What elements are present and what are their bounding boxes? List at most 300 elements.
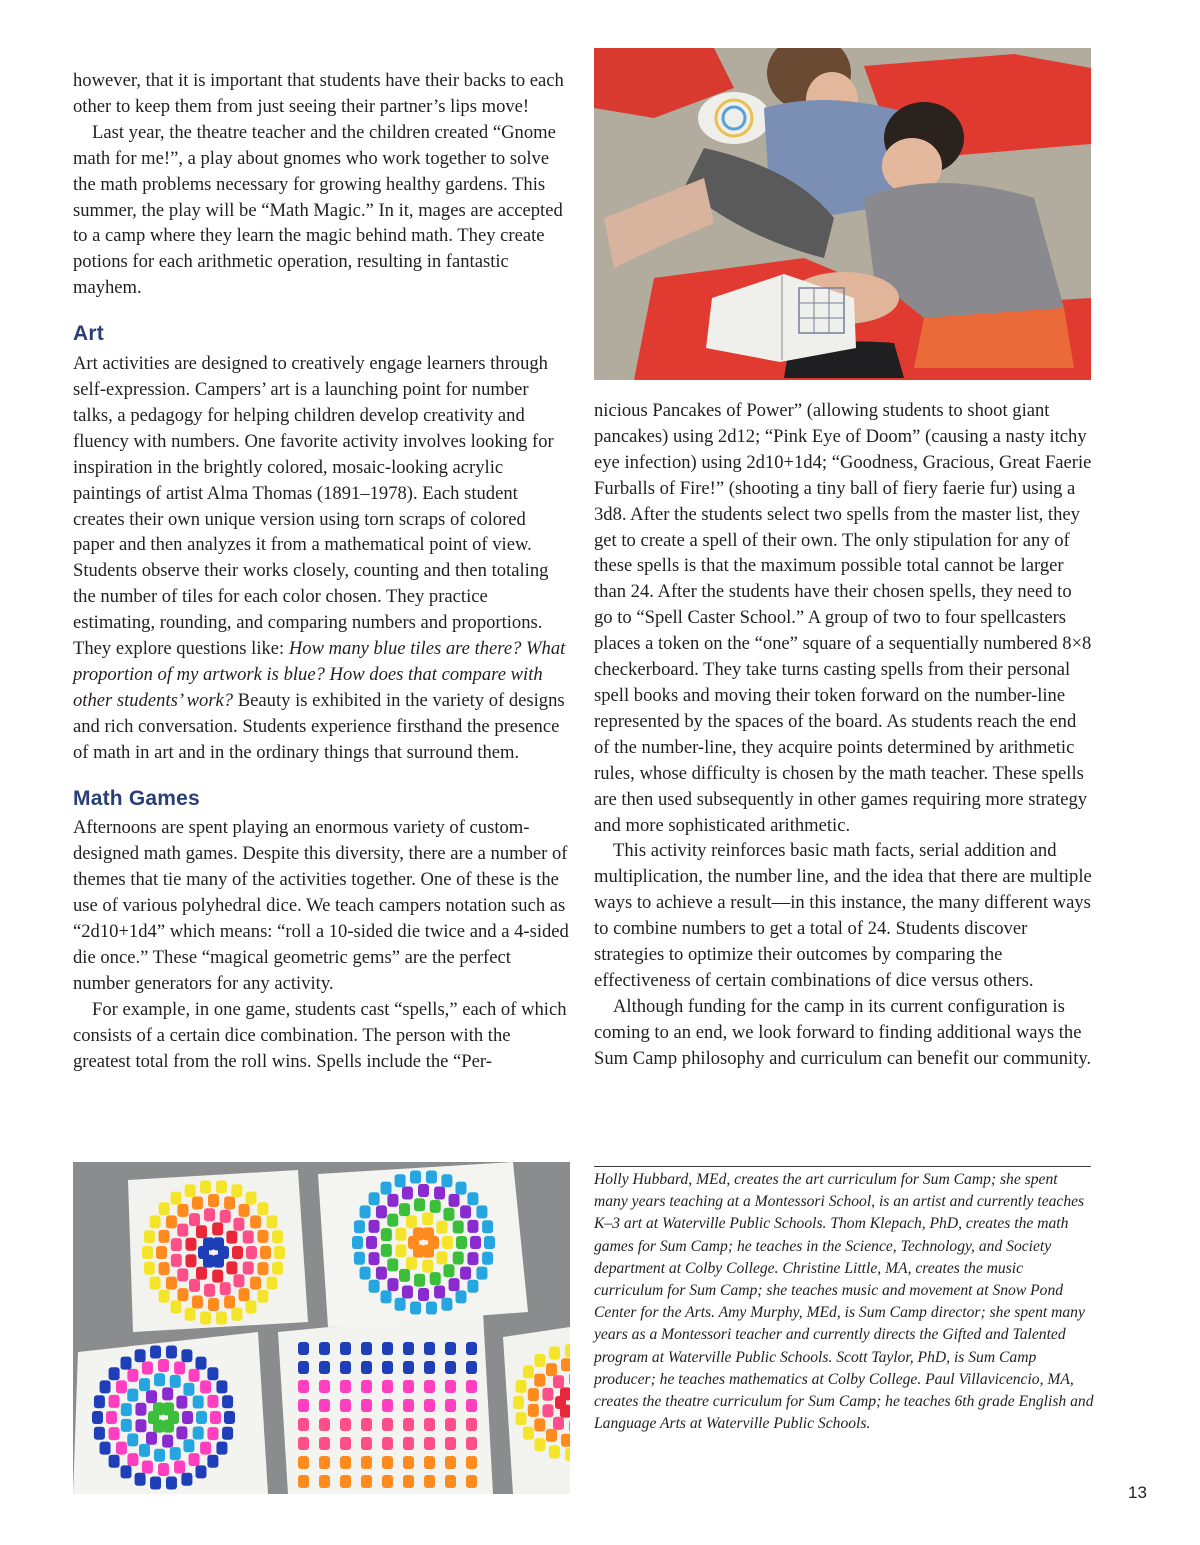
mosaic-tile <box>189 1213 200 1226</box>
mosaic-tile <box>546 1429 557 1442</box>
paragraph-funding: Although funding for the camp in its current configuration is coming to an end, we look forward to finding additional ways the Sum Camp philosophy and curriculum can benefit our community. <box>594 995 1092 1069</box>
mosaic-tile <box>142 1246 153 1259</box>
mosaic-tile <box>142 1362 153 1375</box>
art-text-end: Beauty is exhibited in the variety of designs and rich conversation. Students experience firsthand the presence of math in art and in the ordinary things that surround them. <box>73 689 565 763</box>
mosaic-tile <box>208 1194 219 1207</box>
mosaic-tile <box>445 1456 456 1469</box>
paragraph-spells: nicious Pancakes of Power” (allowing students to shoot giant pancakes) using 2d12; “Pink Eye of Doom” (causing a nasty itchy eye infection) using 2d10+1d4; “Goodness, Gracious, Great Faerie Furballs of Fire!” (shooting a tiny ball of fiery faerie fur) using a 3d8. After the students select two spells from the master list, they get to create a spell of their own. The only stipulation for any of these spells is that the maximum possible total cannot be larger than 24. After the students have their chosen spells, they need to go to “Spell Caster School.” A group of two to four spellcasters places a token on the “one” square of a sequentially numbered 8×8 checkerboard. They take turns casting spells from their personal spell books and moving their token forward on the number-line represented by the spaces of the board. As students reach the end of the number-line, they acquire points determined by arithmetic rules, whose difficulty is chosen by the math teacher. These spells are then used subsequently in other games requiring more strategy and more sophisticated arithmetic. <box>594 400 1092 836</box>
mosaic-tile <box>116 1442 127 1455</box>
mosaic-tile <box>553 1417 564 1430</box>
mosaic-tile <box>159 1262 170 1275</box>
mosaic-tile <box>430 1272 441 1285</box>
mosaic-tile <box>418 1184 429 1197</box>
mosaic-tile <box>402 1285 413 1298</box>
mosaic-tile <box>445 1361 456 1374</box>
mosaic-tile <box>484 1236 495 1249</box>
mosaic-tile <box>109 1395 120 1408</box>
mosaic-tile <box>361 1475 372 1488</box>
mosaic-tile <box>144 1262 155 1275</box>
mosaic-tile <box>100 1442 111 1455</box>
mosaic-tile <box>150 1277 161 1290</box>
mosaic-tile <box>208 1298 219 1311</box>
mosaic-tile <box>174 1460 185 1473</box>
mosaic-tile <box>176 1396 187 1409</box>
mosaic-tile <box>192 1295 203 1308</box>
mosaic-tile <box>455 1182 466 1195</box>
mosaic-tile <box>200 1312 211 1325</box>
photo-mosaic-artworks <box>73 1162 570 1494</box>
mosaic-tile <box>382 1456 393 1469</box>
mosaic-tile <box>402 1187 413 1200</box>
mosaic-tile <box>109 1427 120 1440</box>
mosaic-tile <box>442 1236 453 1249</box>
mosaic-tile <box>387 1258 398 1271</box>
mosaic-tile <box>516 1412 527 1425</box>
mosaic-tile <box>109 1367 120 1380</box>
mosaic-tile <box>163 1402 174 1415</box>
mosaic-tile <box>220 1282 231 1295</box>
mosaic-tile <box>224 1197 235 1210</box>
mosaic-tile <box>403 1456 414 1469</box>
mosaic-tile <box>523 1427 534 1440</box>
mosaic-tile <box>100 1380 111 1393</box>
mosaic-tile <box>340 1380 351 1393</box>
mosaic-tile <box>441 1298 452 1311</box>
mosaic-tile <box>192 1197 203 1210</box>
mosaic-tile <box>445 1342 456 1355</box>
mosaic-tile <box>243 1231 254 1244</box>
mosaic-tile <box>381 1290 392 1303</box>
mosaic-tile <box>476 1205 487 1218</box>
mosaic-tile <box>441 1174 452 1187</box>
mosaic-tile <box>466 1437 477 1450</box>
mosaic-tile <box>142 1460 153 1473</box>
mosaic-tile <box>185 1238 196 1251</box>
mosaic-tile <box>220 1210 231 1223</box>
paragraph-theatre: Last year, the theatre teacher and the children created “Gnome math for me!”, a play about gnomes who work together to solve the math problems necessary for growing healthy gardens. This summer, the play will be “Math Magic.” In it, mages are accepted to a camp where they learn the magic behind math. They create potions for each arithmetic operation, resulting in fantastic mayhem. <box>73 121 563 299</box>
mosaic-tile <box>239 1288 250 1301</box>
mosaic-tile <box>207 1395 218 1408</box>
mosaic-tile <box>406 1215 417 1228</box>
paragraph-reinforce: This activity reinforces basic math facts, serial addition and multiplication, the number line, and the idea that there are multiple ways to achieve a result—in this instance, the many different ways to combine numbers to get a total of 24. Students discover strategies to optimize their outcomes by comparing the effectiveness of certain combinations of dice versus others. <box>594 840 1092 991</box>
mosaic-tile <box>361 1361 372 1374</box>
mosaic-tile <box>466 1456 477 1469</box>
mosaic-tile <box>200 1380 211 1393</box>
mosaic-tile <box>460 1205 471 1218</box>
mosaic-tile <box>272 1262 283 1275</box>
paragraph-art <box>73 351 571 766</box>
mosaic-tile <box>319 1437 330 1450</box>
mosaic-tile <box>272 1230 283 1243</box>
mosaic-tile <box>467 1220 478 1233</box>
art-questions: How many blue tiles are there? What proportion of my artwork is blue? How does that compare with other students’ work? <box>73 638 566 711</box>
mosaic-tile <box>445 1380 456 1393</box>
mosaic-tile <box>127 1453 138 1466</box>
mosaic-tile <box>135 1419 146 1432</box>
mosaic-tile <box>382 1437 393 1450</box>
mosaic-tile <box>135 1403 146 1416</box>
mosaic-tile <box>193 1426 204 1439</box>
mosaic-tile <box>195 1357 206 1370</box>
mosaic-tile <box>121 1403 132 1416</box>
mosaic-tile <box>354 1252 365 1265</box>
mosaic-tile <box>146 1390 157 1403</box>
mosaic-tile <box>360 1205 371 1218</box>
mosaic-tile <box>549 1347 560 1360</box>
mosaic-tile <box>434 1285 445 1298</box>
mosaic-tile <box>376 1267 387 1280</box>
mosaic-tile <box>177 1288 188 1301</box>
math-games-heading: Math Games <box>73 786 200 810</box>
mosaic-tile <box>382 1418 393 1431</box>
mosaic-tile <box>403 1399 414 1412</box>
mosaic-tile <box>424 1399 435 1412</box>
mosaic-tile <box>232 1246 243 1259</box>
mosaic-tile <box>257 1202 268 1215</box>
mosaic-tile <box>127 1389 138 1402</box>
mosaic-tile <box>181 1473 192 1486</box>
mosaic-tile <box>424 1342 435 1355</box>
mosaic-tile <box>382 1361 393 1374</box>
mosaic-tile <box>109 1455 120 1468</box>
paragraph-continued: however, that it is important that students have their backs to each other to keep them from just seeing their partner’s lips move! <box>73 70 564 117</box>
mosaic-tile <box>366 1236 377 1249</box>
mosaic-tile <box>434 1187 445 1200</box>
mosaic-tile <box>382 1475 393 1488</box>
mosaic-tile <box>159 1230 170 1243</box>
mosaic-tile <box>224 1295 235 1308</box>
mosaic-tile <box>266 1215 277 1228</box>
mosaic-tile <box>231 1308 242 1321</box>
mosaic-tile <box>560 1387 570 1400</box>
mosaic-tile <box>528 1404 539 1417</box>
mosaic-tile <box>422 1260 433 1273</box>
art-text-start: Art activities are designed to creatively engage learners through self-expression. Campers’ art is a launching point for number talks, a pedagogy for helping children develop creativity and fluency with numbers. One favorite activity involves looking for inspiration in the brightly colored, mosaic-looking acrylic paintings of artist Alma Thomas (1891–1978). Each student creates their own unique version using torn scraps of colored paper and then analyzes it from a mathematical point of view. Students observe their works closely, counting and then totaling the number of tiles for each color chosen. They practice estimating, rounding, and comparing numbers and proportions. They explore questions like: <box>73 353 554 660</box>
mosaic-tile <box>231 1184 242 1197</box>
mosaic-tile <box>414 1274 425 1287</box>
mosaic-tile <box>470 1236 481 1249</box>
mosaic-tile <box>406 1257 417 1270</box>
mosaic-tile <box>159 1202 170 1215</box>
mosaic-tile <box>403 1342 414 1355</box>
mosaic-tile <box>418 1288 429 1301</box>
mosaic-tile <box>387 1214 398 1227</box>
mosaic-tile <box>376 1205 387 1218</box>
mosaic-tile <box>445 1399 456 1412</box>
mosaic-tile <box>158 1463 169 1476</box>
mosaic-tile <box>216 1442 227 1455</box>
mosaic-tile <box>156 1246 167 1259</box>
mosaic-tile <box>94 1395 105 1408</box>
mosaic-tile <box>250 1277 261 1290</box>
mosaic-tile <box>163 1420 174 1433</box>
mosaic-tile <box>135 1473 146 1486</box>
author-bios: Holly Hubbard, MEd, creates the art curriculum for Sum Camp; she spent many years teaching at a Montessori School, is an artist and currently teaches K–3 art at Waterville Public Schools. Thom Klepach, PhD, creates the math games for Sum Camp; he teaches in the Science, Technology, and Society department at Colby College. Christine Little, MA, creates the music curriculum for Sum Camp; she teaches music and movement at Snow Pond Center for the Arts. Amy Murphy, MEd, is Sum Camp director; she spent many years as a Montessori teacher and currently directs the Gifted and Talented program at Waterville Public Schools. Scott Taylor, PhD, is Sum Camp producer; he teaches mathematics at Colby College. Paul Villavicencio, MA, creates the theatre curriculum for Sum Camp; he teaches 6th grade English and Language Arts at Waterville Public Schools. <box>594 1171 1094 1433</box>
mosaic-tile <box>216 1180 227 1193</box>
mosaic-tile <box>319 1456 330 1469</box>
mosaic-tile <box>340 1456 351 1469</box>
mosaic-tile <box>542 1388 553 1401</box>
mosaic-tile <box>523 1365 534 1378</box>
bio-divider <box>594 1166 1091 1167</box>
mosaic-tile <box>382 1399 393 1412</box>
mosaic-tile <box>561 1358 570 1371</box>
mosaic-tile <box>150 1345 161 1358</box>
mosaic-tile <box>176 1426 187 1439</box>
mosaic-tile <box>154 1449 165 1462</box>
mosaic-tile <box>403 1380 414 1393</box>
mosaic-tile <box>354 1220 365 1233</box>
mosaic-tile <box>153 1402 164 1415</box>
mosaic-tile <box>216 1312 227 1325</box>
mosaic-tile <box>171 1238 182 1251</box>
mosaic-tile <box>170 1375 181 1388</box>
mosaic-tile <box>207 1427 218 1440</box>
mosaic-tile <box>319 1418 330 1431</box>
mosaic-tile <box>426 1302 437 1315</box>
mosaic-tile <box>212 1222 223 1235</box>
right-column <box>594 398 1092 1072</box>
mosaic-tile <box>196 1267 207 1280</box>
mosaic-tile <box>340 1418 351 1431</box>
mosaic-tile <box>528 1388 539 1401</box>
mosaic-tile <box>561 1434 570 1447</box>
mosaic-tile <box>436 1251 447 1264</box>
mosaic-tile <box>319 1361 330 1374</box>
mosaic-tile <box>424 1437 435 1450</box>
photo-students-playing-game <box>594 48 1091 380</box>
mosaic-tile <box>403 1437 414 1450</box>
mosaic-tile <box>154 1373 165 1386</box>
art-heading: Art <box>73 322 104 346</box>
mosaic-tile <box>210 1411 221 1424</box>
mosaic-tile <box>387 1278 398 1291</box>
mosaic-tile <box>222 1427 233 1440</box>
mosaic-tile <box>553 1375 564 1388</box>
mosaic-tile <box>361 1456 372 1469</box>
mosaic-tile <box>403 1361 414 1374</box>
mosaic-tile <box>424 1361 435 1374</box>
page-number: 13 <box>1128 1483 1147 1502</box>
mosaic-tile <box>395 1228 406 1241</box>
mosaic-tile <box>340 1437 351 1450</box>
mosaic-tile <box>170 1447 181 1460</box>
mosaic-tile <box>121 1465 132 1478</box>
mosaic-tile <box>565 1344 570 1357</box>
mosaic-tile <box>369 1280 380 1293</box>
mosaic-tile <box>443 1264 454 1277</box>
mosaic-tile <box>482 1220 493 1233</box>
mosaic-tile <box>467 1252 478 1265</box>
mosaic-tile <box>361 1437 372 1450</box>
mosaic-tile <box>203 1237 214 1250</box>
mosaic-tile <box>150 1477 161 1490</box>
mosaic-tile <box>298 1361 309 1374</box>
mosaic-tile <box>177 1224 188 1237</box>
mosaic-tile <box>121 1357 132 1370</box>
mosaic-tile <box>352 1236 363 1249</box>
mosaic-tile <box>298 1437 309 1450</box>
mosaic-tile <box>449 1194 460 1207</box>
mosaic-tile <box>298 1399 309 1412</box>
mosaic-tile <box>162 1387 173 1400</box>
mosaic-tile <box>513 1396 524 1409</box>
mosaic-tile <box>369 1252 380 1265</box>
mosaic-tile <box>445 1475 456 1488</box>
mosaic-tile <box>395 1174 406 1187</box>
mosaic-tile <box>410 1170 421 1183</box>
mosaic-tile <box>361 1399 372 1412</box>
mosaic-tile <box>403 1475 414 1488</box>
mosaic-tile <box>410 1302 421 1315</box>
mosaic-tile <box>298 1475 309 1488</box>
mosaic-tile <box>534 1354 545 1367</box>
mosaic-tile <box>369 1192 380 1205</box>
mosaic-tile <box>424 1475 435 1488</box>
mosaic-tile <box>166 1277 177 1290</box>
mosaic-tile <box>185 1308 196 1321</box>
mosaic-tile <box>189 1279 200 1292</box>
mosaic-tile <box>382 1380 393 1393</box>
mosaic-tile <box>453 1251 464 1264</box>
mosaic-tile <box>185 1254 196 1267</box>
mosaic-tile <box>436 1221 447 1234</box>
mosaic-tile <box>257 1290 268 1303</box>
mosaic-tile <box>127 1369 138 1382</box>
mosaic-tile <box>340 1399 351 1412</box>
mosaic-tile <box>196 1225 207 1238</box>
paragraph-games-1: Afternoons are spent playing an enormous variety of custom-designed math games. Despite this diversity, there are a number of themes that tie many of the activities together. One of these is the use of various polyhedral dice. We teach campers notation such as “2d10+1d4” which means: “roll a 10-sided die twice and a 4-sided die once.” These “magical geometric gems” are the perfect number generators for any activity. <box>73 817 569 994</box>
mosaic-tile <box>216 1380 227 1393</box>
mosaic-tile <box>243 1261 254 1274</box>
mosaic-tile <box>453 1221 464 1234</box>
mosaic-tile <box>207 1367 218 1380</box>
mosaic-tile <box>204 1208 215 1221</box>
mosaic-tile <box>162 1435 173 1448</box>
mosaic-tile <box>135 1349 146 1362</box>
mosaic-tile <box>166 1477 177 1490</box>
mosaic-tile <box>171 1300 182 1313</box>
mosaic-tile <box>423 1227 434 1240</box>
mosaic-tile <box>127 1433 138 1446</box>
mosaic-tile <box>361 1380 372 1393</box>
mosaic-tile <box>257 1262 268 1275</box>
mosaic-tile <box>94 1427 105 1440</box>
mosaic-tile <box>226 1261 237 1274</box>
mosaic-tile <box>239 1204 250 1217</box>
paragraph-games-2: For example, in one game, students cast “spells,” each of which consists of a certain dice combination. The person with the greatest total from the roll wins. Spells include the “Per- <box>73 998 567 1072</box>
mosaic-tile <box>189 1369 200 1382</box>
mosaic-tile <box>260 1246 271 1259</box>
mosaic-tile <box>212 1270 223 1283</box>
photo-students-illustration <box>594 48 1091 380</box>
mosaic-tile <box>382 1342 393 1355</box>
mosaic-tile <box>424 1456 435 1469</box>
mosaic-tile <box>257 1230 268 1243</box>
mosaic-tile <box>340 1475 351 1488</box>
mosaic-tile <box>139 1444 150 1457</box>
mosaic-tile <box>166 1345 177 1358</box>
mosaic-tile <box>319 1380 330 1393</box>
mosaic-tile <box>455 1290 466 1303</box>
mosaic-tile <box>340 1342 351 1355</box>
mosaic-tile <box>456 1236 467 1249</box>
mosaic-tile <box>466 1342 477 1355</box>
mosaic-tile <box>213 1255 224 1268</box>
mosaic-tile <box>399 1269 410 1282</box>
mosaic-tile <box>443 1208 454 1221</box>
mosaic-tile <box>546 1363 557 1376</box>
mosaic-tile <box>106 1411 117 1424</box>
mosaic-tile <box>466 1418 477 1431</box>
mosaic-tile <box>426 1170 437 1183</box>
mosaic-tile <box>92 1411 103 1424</box>
mosaic-tile <box>482 1252 493 1265</box>
mosaic-tile <box>266 1277 277 1290</box>
mosaic-tile <box>414 1198 425 1211</box>
mosaic-tile <box>174 1362 185 1375</box>
mosaic-tile <box>177 1204 188 1217</box>
mosaic-tile <box>181 1349 192 1362</box>
mosaic-tile <box>195 1465 206 1478</box>
mosaic-tile <box>298 1456 309 1469</box>
mosaic-tile <box>340 1361 351 1374</box>
mosaic-tile <box>171 1192 182 1205</box>
photo-mosaic-illustration <box>73 1162 570 1494</box>
mosaic-tile <box>189 1453 200 1466</box>
mosaic-tile <box>158 1359 169 1372</box>
mosaic-tile <box>467 1192 478 1205</box>
mosaic-tile <box>183 1439 194 1452</box>
left-column <box>73 68 571 1075</box>
mosaic-tile <box>534 1374 545 1387</box>
mosaic-tile <box>200 1442 211 1455</box>
mosaic-tile <box>150 1215 161 1228</box>
mosaic-tile <box>146 1432 157 1445</box>
mosaic-tile <box>466 1380 477 1393</box>
mosaic-tile <box>245 1192 256 1205</box>
mosaic-tile <box>144 1230 155 1243</box>
mosaic-tile <box>166 1215 177 1228</box>
mosaic-tile <box>224 1411 235 1424</box>
mosaic-tile <box>449 1278 460 1291</box>
mosaic-tile <box>222 1395 233 1408</box>
mosaic-tile <box>445 1418 456 1431</box>
mosaic-tile <box>182 1411 193 1424</box>
mosaic-tile <box>413 1227 424 1240</box>
mosaic-tile <box>139 1378 150 1391</box>
mosaic-tile <box>381 1244 392 1257</box>
mosaic-tile <box>298 1342 309 1355</box>
mosaic-tile <box>476 1267 487 1280</box>
mosaic-tile <box>319 1399 330 1412</box>
mosaic-tile <box>159 1290 170 1303</box>
mosaic-tile <box>460 1267 471 1280</box>
mosaic-tile <box>213 1237 224 1250</box>
mosaic-tile <box>381 1228 392 1241</box>
mosaic-tile <box>319 1475 330 1488</box>
mosaic-tile <box>319 1342 330 1355</box>
mosaic-tile <box>430 1200 441 1213</box>
mosaic-tile <box>250 1215 261 1228</box>
mosaic-tile <box>381 1182 392 1195</box>
mosaic-tile <box>245 1300 256 1313</box>
mosaic-tile <box>361 1418 372 1431</box>
mosaic-tile <box>121 1419 132 1432</box>
mosaic-tile <box>274 1246 285 1259</box>
mosaic-tile <box>207 1455 218 1468</box>
mosaic-tile <box>361 1342 372 1355</box>
